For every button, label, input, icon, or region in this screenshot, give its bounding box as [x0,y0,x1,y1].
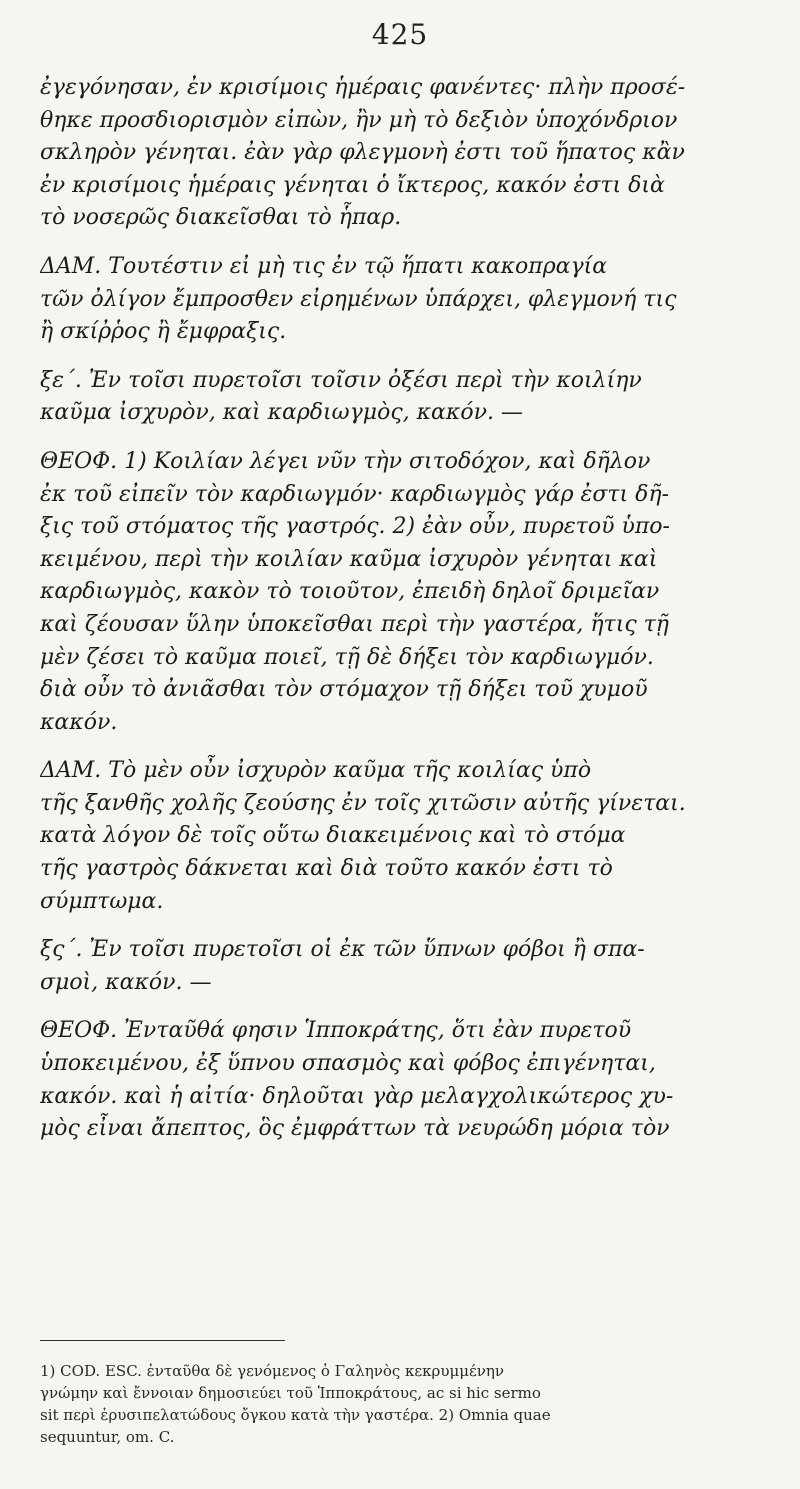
text-line: τῆς ξανθῆς χολῆς ζεούσης ἐν τοῖς χιτῶσιν αὐτῆς γίνεται. [40,790,686,816]
text-line: ἐκ τοῦ εἰπεῖν τὸν καρδιωγμόν· καρδιωγμὸς γάρ ἐστι δῆ- [40,481,669,507]
footnotes-block [40,1360,768,1448]
text-line: μὲν ζέσει τὸ καῦμα ποιεῖ, τῇ δὲ δήξει τὸν καρδιωγμόν. [40,644,654,670]
text-line: τῆς γαστρὸς δάκνεται καὶ διὰ τοῦτο κακόν ἐστι τὸ [40,856,613,882]
text-line: καὶ ζέουσαν ὕλην ὑποκεῖσθαι περὶ τὴν γαστέρα, ἥτις τῇ [40,611,669,637]
text-line: ἐν κρισίμοις ἡμέραις γένηται ὁ ἴκτερος, κακόν ἐστι διὰ [40,172,665,198]
paragraph-gap [40,918,768,934]
text-line: ἢ σκίῤῥος ἢ ἔμφραξις. [40,319,287,345]
footnote-separator [40,1340,285,1341]
text-line: μὸς εἶναι ἄπεπτος, ὃς ἐμφράττων τὰ νευρώδη μόρια τὸν [40,1116,670,1142]
text-line: θηκε προσδιορισμὸν εἰπὼν, ἢν μὴ τὸ δεξιὸν ὑποχόνδριον [40,107,678,133]
text-line: ΘΕΟΦ. 1) Κοιλίαν λέγει νῦν τὴν σιτοδόχον, καὶ δῆλον [40,448,651,474]
page-number: 425 [371,18,429,51]
text-line: σμοὶ, κακόν. — [40,969,212,995]
text-line: διὰ οὖν τὸ ἀνιᾶσθαι τὸν στόμαχον τῇ δήξει τοῦ χυμοῦ [40,677,648,703]
footnote-line: γνώμην καὶ ἔννοιαν δημοσιεύει τοῦ Ἱπποκράτους, ac si hic sermo [40,1384,541,1402]
text-line: ὑποκειμένου, ἐξ ὕπνου σπασμὸς καὶ φόβος ἐπιγένηται, [40,1051,656,1077]
footnote-line: 1) COD. ESC. ἐνταῦθα δὲ γενόμενος ὁ Γαληνὸς κεκρυμμένην [40,1362,504,1380]
text-line: κειμένου, περὶ τὴν κοιλίαν καῦμα ἰσχυρὸν γένηται καὶ [40,546,658,572]
text-line: κατὰ λόγον δὲ τοῖς οὕτω διακειμένοις καὶ τὸ στόμα [40,823,626,849]
text-line: ξς΄. Ἐν τοῖσι πυρετοῖσι οἱ ἐκ τῶν ὕπνων φόβοι ἢ σπα- [40,937,645,963]
text-line: σύμπτωμα. [40,888,164,914]
text-line: ΔΑΜ. Τουτέστιν εἰ μὴ τις ἐν τῷ ἥπατι κακοπραγία [40,253,608,279]
paragraph-gap [40,430,768,446]
paragraph-gap [40,349,768,365]
footnote-line: sequuntur, om. C. [40,1428,175,1446]
text-line: καρδιωγμὸς, κακὸν τὸ τοιοῦτον, ἐπειδὴ δηλοῖ δριμεῖαν [40,579,660,605]
text-line: ξις τοῦ στόματος τῆς γαστρός. 2) ἐὰν οὖν, πυρετοῦ ὑπο- [40,514,670,540]
paragraph-gap [40,739,768,755]
paragraph-gap [40,999,768,1015]
text-line: ξε΄. Ἐν τοῖσι πυρετοῖσι τοῖσιν ὀξέσι περὶ τὴν κοιλίην [40,367,642,393]
paragraph-gap [40,235,768,251]
text-line: σκληρὸν γένηται. ἐὰν γὰρ φλεγμονὴ ἐστι τοῦ ἥπατος κἂν [40,140,685,166]
text-line: καῦμα ἰσχυρὸν, καὶ καρδιωγμὸς, κακόν. — [40,400,523,426]
text-line: ΔΑΜ. Τὸ μὲν οὖν ἰσχυρὸν καῦμα τῆς κοιλίας ὑπὸ [40,758,592,784]
text-line: ἐγεγόνησαν, ἐν κρισίμοις ἡμέραις φανέντες· πλὴν προσέ- [40,75,686,100]
text-line: τῶν ὀλίγον ἔμπροσθεν εἰρημένων ὑπάρχει, φλεγμονή τις [40,286,677,312]
footnote-line: sit περὶ ἐρυσιπελατώδους ὄγκου κατὰ τὴν γαστέρα. 2) Omnia quae [40,1406,551,1424]
text-line: κακόν. καὶ ἡ αἰτία· δηλοῦται γὰρ μελαγχολικώτερος χυ- [40,1083,674,1109]
text-line: ΘΕΟΦ. Ἐνταῦθά φησιν Ἱπποκράτης, ὅτι ἐὰν πυρετοῦ [40,1018,632,1044]
text-line: κακόν. [40,709,118,735]
text-line: τὸ νοσερῶς διακεῖσθαι τὸ ἧπαρ. [40,205,402,231]
main-text-block [40,72,768,1146]
